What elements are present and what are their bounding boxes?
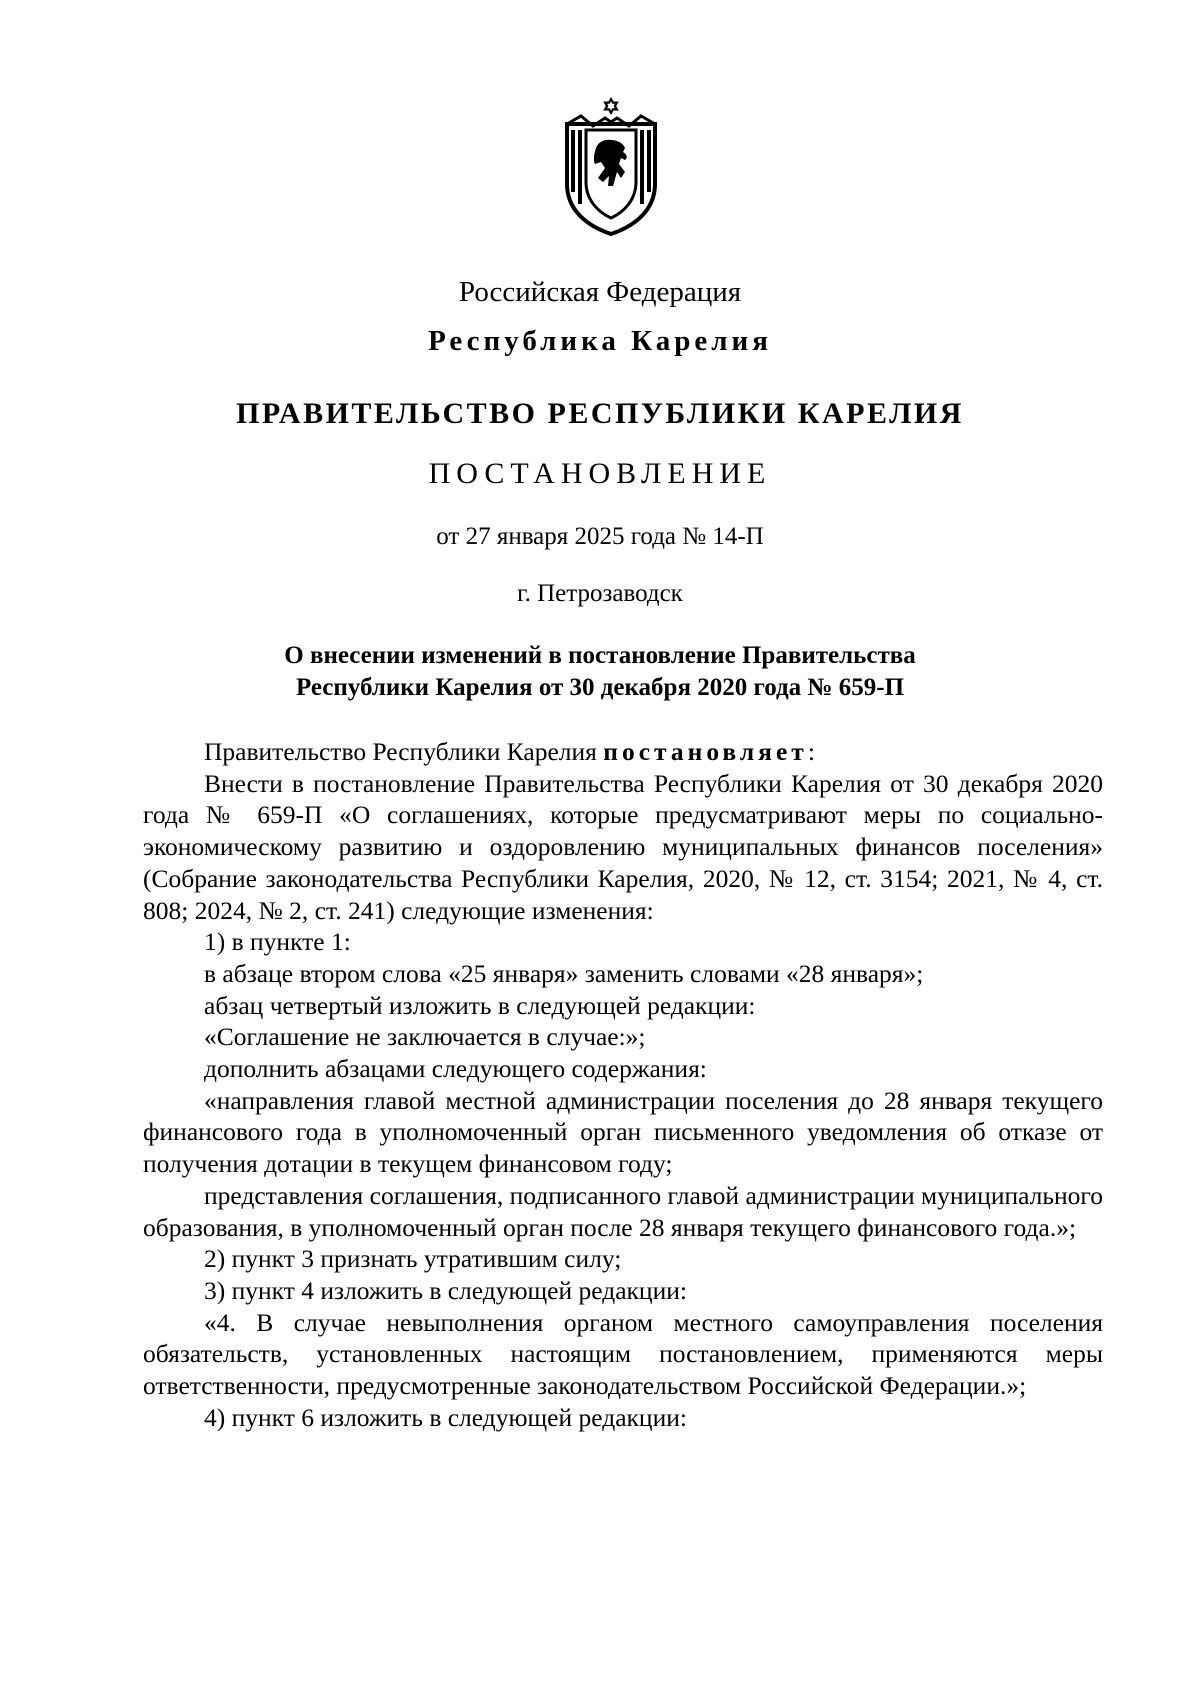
body-paragraph: абзац четвертый изложить в следующей редакции: [204,990,756,1020]
body-paragraph: в абзаце втором слова «25 января» заменить словами «28 января»; [204,958,924,988]
coat-of-arms-karelia-icon [561,96,661,236]
preamble-start: Правительство Республики Карелия [204,737,604,766]
republic-name: Республика Карелия [428,325,772,357]
document-date-number: от 27 января 2025 года № 14-П [436,523,764,550]
body-paragraph: «Соглашение не заключается в случае:»; [204,1022,646,1052]
document-subject [0,640,1200,704]
preamble [143,736,1103,768]
body-paragraph: представления соглашения, подписанного главой администрации муниципального образования, в уполномоченный орган после 28 января текущего финансового года.»; [143,1180,1103,1242]
body-paragraph: «4. В случае невыполнения органом местного самоуправления поселения обязательств, установленных настоящим постановлением, применяются меры ответственности, предусмотренные законодательством Российской Федерации.»; [143,1307,1103,1401]
body-paragraph: 1) в пункте 1: [204,927,351,957]
country-name: Российская Федерация [458,276,742,308]
body-paragraph: Внести в постановление Правительства Республики Карелия от 30 декабря 2020 года № 659-П «О соглашениях, которые предусматривают меры по социально-экономическому развитию и оздоровлению муниципальных финансов поселения» (Собрание законодательства Республики Карелия, 2020, № 12, ст. 3154; 2021, № 4, ст. 808; 2024, № 2, ст. 241) следующие изменения: [143,768,1103,925]
document-body [143,736,1103,1433]
body-paragraph: 2) пункт 3 признать утратившим силу; [204,1244,622,1274]
document-city: г. Петрозаводск [517,580,683,607]
document-type: ПОСТАНОВЛЕНИЕ [428,457,772,490]
preamble-end: : [807,737,815,766]
preamble-verb: постановляет [603,737,808,766]
body-paragraph: 4) пункт 6 изложить в следующей редакции: [204,1402,687,1432]
body-paragraph: «направления главой местной администрации поселения до 28 января текущего финансового года в уполномоченный орган письменного уведомления об отказе от получения дотации в текущем финансовом году; [143,1085,1103,1179]
body-paragraph: дополнить абзацами следующего содержания: [204,1054,707,1084]
subject-line-1: О внесении изменений в постановление Правительства [284,642,916,669]
subject-line-2: Республики Карелия от 30 декабря 2020 года № 659-П [295,674,905,701]
government-title: ПРАВИТЕЛЬСТВО РЕСПУБЛИКИ КАРЕЛИЯ [236,397,964,430]
body-paragraph: 3) пункт 4 изложить в следующей редакции: [204,1275,687,1305]
